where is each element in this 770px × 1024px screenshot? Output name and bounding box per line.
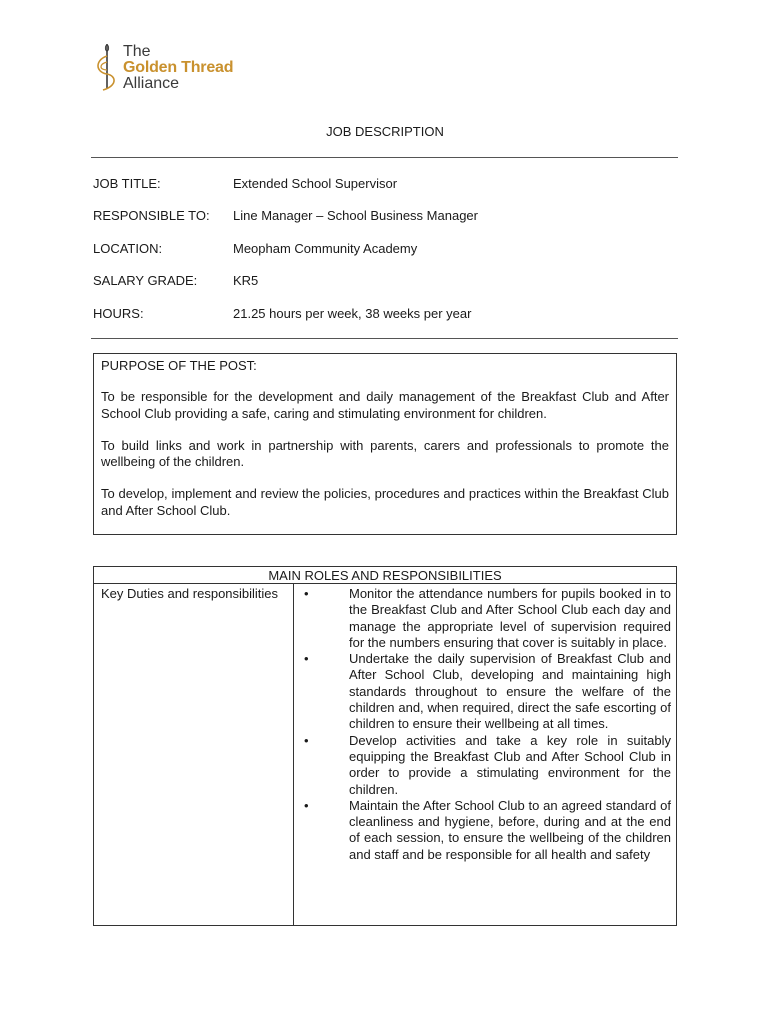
list-item <box>304 586 671 651</box>
list-item <box>304 733 671 798</box>
duty-text: Develop activities and take a key role in suitably equipping the Breakfast Club and After School Club in order to provide a stimulating environment for the children. <box>349 732 671 797</box>
top-divider <box>91 157 678 158</box>
roles-table-header: MAIN ROLES AND RESPONSIBILITIES <box>94 567 676 584</box>
logo-line-golden-thread: Golden Thread <box>123 59 234 76</box>
location-value: Meopham Community Academy <box>233 241 418 256</box>
salary-grade-value: KR5 <box>233 273 259 288</box>
key-duties-label: Key Duties and responsibilities <box>101 586 279 601</box>
purpose-paragraph: To build links and work in partnership with parents, carers and professionals to promote the wellbeing of the children. <box>101 437 669 470</box>
duties-list <box>304 586 671 863</box>
needle-thread-icon <box>93 42 121 94</box>
list-item <box>304 651 671 732</box>
duty-text: Monitor the attendance numbers for pupils booked in to the Breakfast Club and After School Club each day and manage the appropriate level of supervision required for the numbers ensuring that cover is suitably in place. <box>349 586 671 650</box>
bullet-icon: • <box>304 732 309 748</box>
purpose-heading: PURPOSE OF THE POST: <box>101 358 257 373</box>
purpose-of-post-box <box>93 353 677 535</box>
location-label: LOCATION: <box>93 241 163 256</box>
salary-grade-label: SALARY GRADE: <box>93 273 198 288</box>
logo-line-the: The <box>123 43 151 60</box>
bullet-icon: • <box>304 651 309 667</box>
job-title-label: JOB TITLE: <box>93 176 161 191</box>
duty-text: Undertake the daily supervision of Breakfast Club and After School Club, developing and maintaining high standards throughout to ensure the welfare of the children and, when required, direct the safe escorting of children to ensure their wellbeing at all times. <box>349 651 671 732</box>
purpose-paragraph: To be responsible for the development and daily management of the Breakfast Club and After School Club providing a safe, caring and stimulating environment for children. <box>101 389 669 421</box>
bullet-icon: • <box>304 586 309 601</box>
logo-line-alliance: Alliance <box>123 75 180 92</box>
list-item <box>304 798 671 863</box>
responsible-to-value: Line Manager – School Business Manager <box>233 208 478 223</box>
responsible-to-label: RESPONSIBLE TO: <box>93 208 210 223</box>
job-title-value: Extended School Supervisor <box>233 176 398 191</box>
main-roles-table <box>93 566 677 926</box>
duty-text: Maintain the After School Club to an agreed standard of cleanliness and hygiene, before, during and at the end of each session, to ensure the wellbeing of the children and staff and be responsible for all health and safety <box>349 797 671 862</box>
golden-thread-logo <box>93 42 263 98</box>
column-divider <box>293 584 294 925</box>
bullet-icon: • <box>304 797 309 813</box>
bottom-divider <box>91 338 678 339</box>
document-title: JOB DESCRIPTION <box>326 124 444 139</box>
hours-label: HOURS: <box>93 306 144 321</box>
hours-value: 21.25 hours per week, 38 weeks per year <box>233 306 472 321</box>
purpose-paragraph: To develop, implement and review the policies, procedures and practices within the Breakfast Club and After School Club. <box>101 486 669 518</box>
